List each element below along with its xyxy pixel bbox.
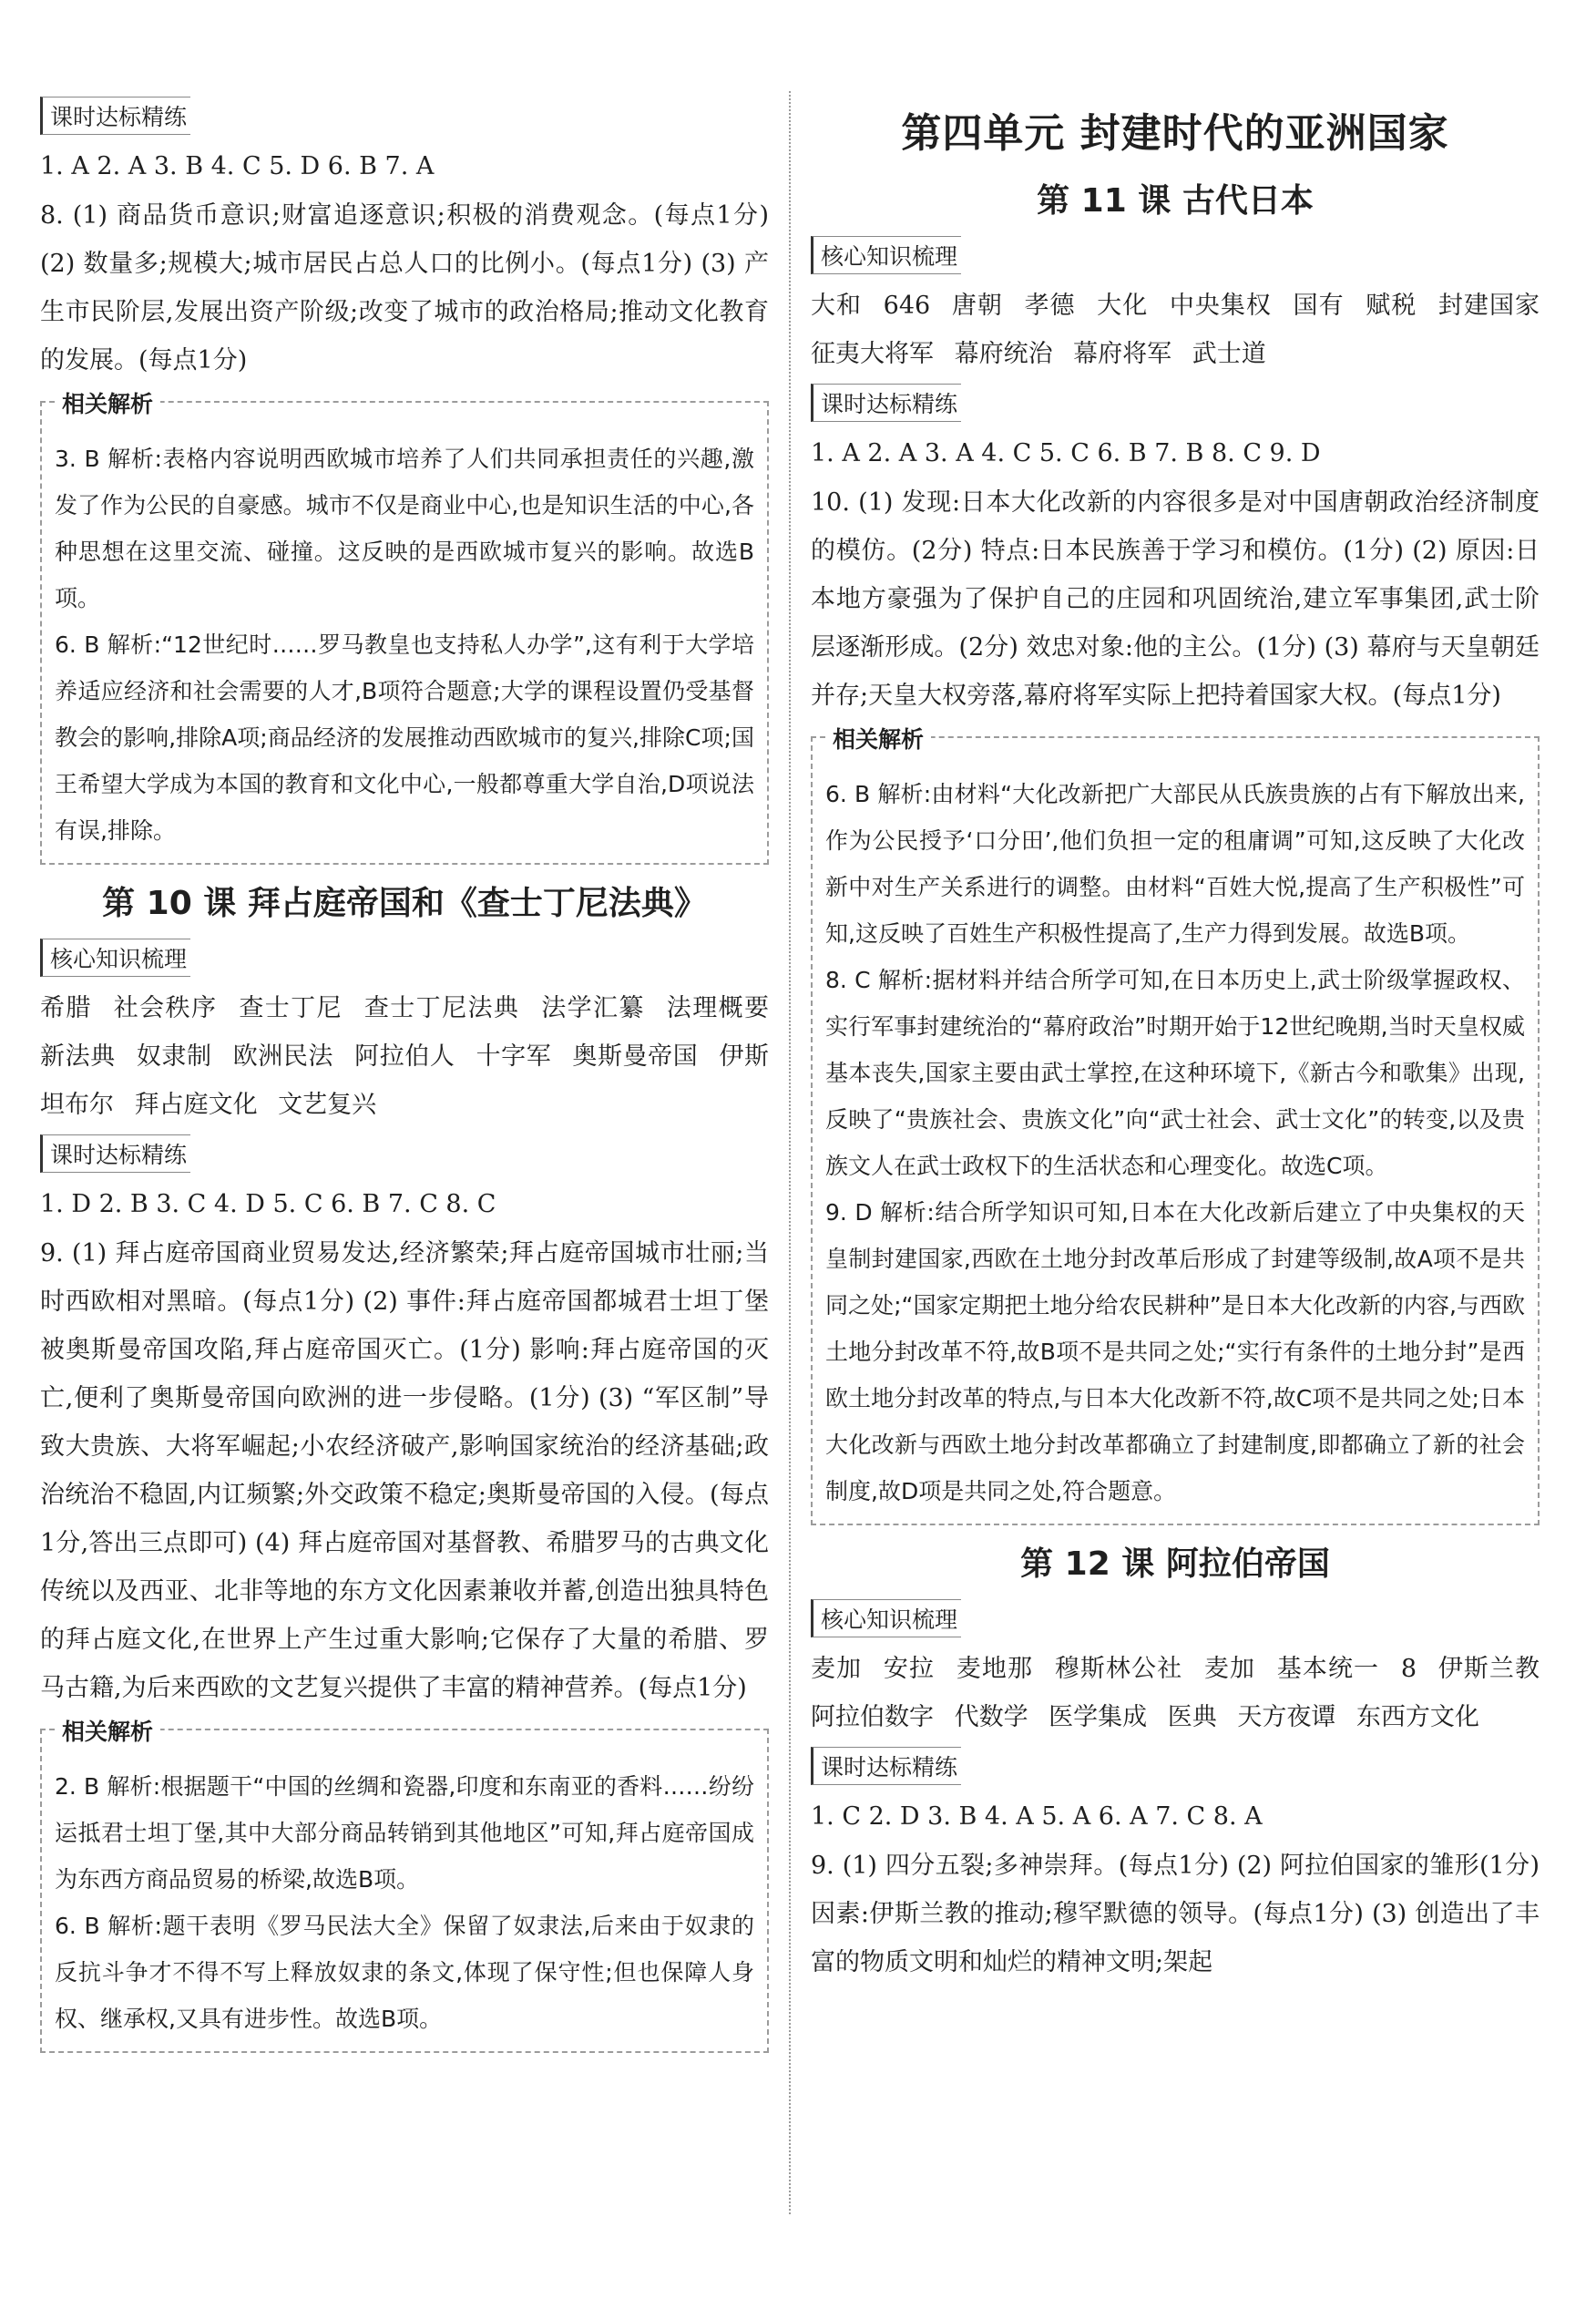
- analysis-box-title: 相关解析: [825, 722, 931, 754]
- answer-line: 1. C 2. D 3. B 4. A 5. A 6. A 7. C 8. A: [811, 1802, 1263, 1831]
- lesson-11-title: 第 11 课 古代日本: [1037, 182, 1314, 220]
- lesson-12-title: 第 12 课 阿拉伯帝国: [1020, 1545, 1330, 1583]
- lesson-10-title: 第 10 课 拜占庭帝国和《查士丁尼法典》: [102, 885, 707, 922]
- analysis-box: [811, 726, 1540, 1525]
- analysis-item: 6. B 解析:由材料“大化改新把广大部民从氏族贵族的占有下解放出来,作为公民授予‘口分田’,他们负担一定的租庸调”可知,这反映了大化改新中对生产关系进行的调整。由材料“百姓大悦,提高了生产积极性”可知,这反映了百姓生产积极性提高了,生产力得到发展。故选B项。: [825, 781, 1525, 947]
- section-tag: 核心知识梳理: [40, 939, 190, 977]
- analysis-item: 8. C 解析:据材料并结合所学可知,在日本历史上,武士阶级掌握政权、实行军事封建统治的“幕府政治”时期开始于12世纪晚期,当时天皇权威基本丧失,国家主要由武士掌控,在这种环境下,《新古今和歌集》出现,反映了“贵族社会、贵族文化”向“武士社会、武士文化”的转变,以及贵族文人在武士政权下的生活状态和心理变化。故选C项。: [825, 967, 1525, 1179]
- analysis-item: 6. B 解析:“12世纪时……罗马教皇也支持私人办学”,这有利于大学培养适应经济和社会需要的人才,B项符合题意;大学的课程设置仍受基督教会的影响,排除A项;商品经济的发展推动西欧城市的复兴,排除C项;国王希望大学成为本国的教育和文化中心,一般都尊重大学自治,D项说法有误,排除。: [55, 631, 754, 844]
- keywords-list: 麦加 安拉 麦地那 穆斯林公社 麦加 基本统一 8 伊斯兰教 阿拉伯数字 代数学 医学集成 医典 天方夜谭 东西方文化: [811, 1655, 1540, 1731]
- question-9-answer: 9. (1) 拜占庭帝国商业贸易发达,经济繁荣;拜占庭帝国城市壮丽;当时西欧相对黑暗。(每点1分) (2) 事件:拜占庭帝国都城君士坦丁堡被奥斯曼帝国攻陷,拜占庭帝国灭亡。(1分) 影响:拜占庭帝国的灭亡,便利了奥斯曼帝国向欧洲的进一步侵略。(1分) (3) “军区制”导致大贵族、大将军崛起;小农经济破产,影响国家统治的经济基础;政治统治不稳固,内讧频繁;外交政策不稳定;奥斯曼帝国的入侵。(每点1分,答出三点即可) (4) 拜占庭帝国对基督教、希腊罗马的古典文化传统以及西亚、北非等地的东方文化因素兼收并蓄,创造出独具特色的拜占庭文化,在世界上产生过重大影响;它保存了大量的希腊、罗马古籍,为后来西欧的文艺复兴提供了丰富的精神营养。(每点1分): [40, 1239, 769, 1702]
- analysis-item: 9. D 解析:结合所学知识可知,日本在大化改新后建立了中央集权的天皇制封建国家,西欧在土地分封改革后形成了封建等级制,故A项不是共同之处;“国家定期把土地分给农民耕种”是日本大化改新的内容,与西欧土地分封改革不符,故B项不是共同之处;“实行有条件的土地分封”是西欧土地分封改革的特点,与日本大化改新不符,故C项不是共同之处;日本大化改新与西欧土地分封改革都确立了封建制度,即都确立了新的社会制度,故D项是共同之处,符合题意。: [825, 1199, 1525, 1504]
- keywords-list: 大和 646 唐朝 孝德 大化 中央集权 国有 赋税 封建国家 征夷大将军 幕府统治 幕府将军 武士道: [811, 292, 1540, 368]
- section-tag: 核心知识梳理: [811, 1599, 961, 1637]
- analysis-box: [40, 1719, 769, 2053]
- section-tag: 课时达标精练: [40, 97, 190, 135]
- column-divider: [789, 91, 791, 2214]
- analysis-item: 6. B 解析:题干表明《罗马民法大全》保留了奴隶法,后来由于奴隶的反抗斗争才不得不写上释放奴隶的条文,体现了保守性;但也保障人身权、继承权,又具有进步性。故选B项。: [55, 1913, 754, 2032]
- answer-line: 1. D 2. B 3. C 4. D 5. C 6. B 7. C 8. C: [40, 1190, 496, 1218]
- question-9-answer: 9. (1) 四分五裂;多神崇拜。(每点1分) (2) 阿拉伯国家的雏形(1分) 因素:伊斯兰教的推动;穆罕默德的领导。(每点1分) (3) 创造出了丰富的物质文明和灿烂的精神文明;架起: [811, 1852, 1540, 1976]
- analysis-item: 2. B 解析:根据题干“中国的丝绸和瓷器,印度和东南亚的香料……纷纷运抵君士坦丁堡,其中大部分商品转销到其他地区”可知,拜占庭帝国成为东西方商品贸易的桥梁,故选B项。: [55, 1773, 754, 1893]
- question-8-answer: 8. (1) 商品货币意识;财富追逐意识;积极的消费观念。(每点1分) (2) 数量多;规模大;城市居民占总人口的比例小。(每点1分) (3) 产生市民阶层,发展出资产阶级;改变了城市的政治格局;推动文化教育的发展。(每点1分): [40, 201, 769, 375]
- section-tag: 课时达标精练: [811, 1747, 961, 1785]
- answer-line: 1. A 2. A 3. A 4. C 5. C 6. B 7. B 8. C 9. D: [811, 439, 1321, 467]
- section-tag: 课时达标精练: [811, 384, 961, 422]
- analysis-box: [40, 391, 769, 865]
- analysis-box-title: 相关解析: [55, 386, 160, 419]
- section-tag: 课时达标精练: [40, 1134, 190, 1173]
- right-column: [811, 91, 1540, 1986]
- analysis-item: 3. B 解析:表格内容说明西欧城市培养了人们共同承担责任的兴趣,激发了作为公民的自豪感。城市不仅是商业中心,也是知识生活的中心,各种思想在这里交流、碰撞。这反映的是西欧城市复兴的影响。故选B项。: [55, 446, 754, 611]
- left-column: [40, 91, 769, 2062]
- question-10-answer: 10. (1) 发现:日本大化改新的内容很多是对中国唐朝政治经济制度的模仿。(2分) 特点:日本民族善于学习和模仿。(1分) (2) 原因:日本地方豪强为了保护自己的庄园和巩固统治,建立军事集团,武士阶层逐渐形成。(2分) 效忠对象:他的主公。(1分) (3) 幕府与天皇朝廷并存;天皇大权旁落,幕府将军实际上把持着国家大权。(每点1分): [811, 488, 1540, 710]
- unit-title: 第四单元 封建时代的亚洲国家: [901, 110, 1449, 157]
- analysis-box-title: 相关解析: [55, 1714, 160, 1747]
- keywords-list: 希腊 社会秩序 查士丁尼 查士丁尼法典 法学汇纂 法理概要 新法典 奴隶制 欧洲民法 阿拉伯人 十字军 奥斯曼帝国 伊斯坦布尔 拜占庭文化 文艺复兴: [40, 994, 769, 1119]
- answer-line: 1. A 2. A 3. B 4. C 5. D 6. B 7. A: [40, 152, 435, 180]
- section-tag: 核心知识梳理: [811, 236, 961, 274]
